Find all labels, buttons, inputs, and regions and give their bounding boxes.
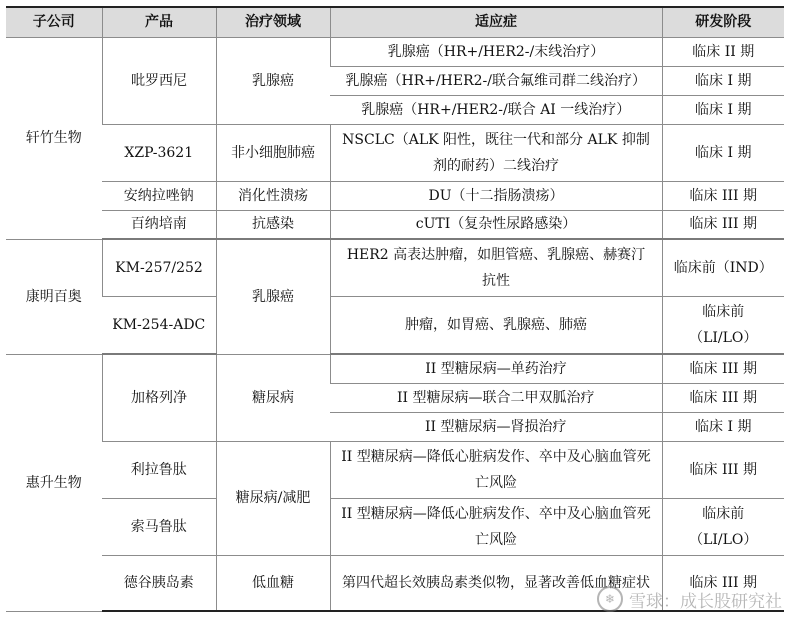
product-cell: 百纳培南 bbox=[102, 210, 216, 239]
stage-cell: 临床 III 期 bbox=[662, 210, 784, 239]
therapy-area-cell: 非小细胞肺癌 bbox=[216, 124, 330, 181]
product-cell: XZP-3621 bbox=[102, 124, 216, 181]
indication-cell: 肿瘤，如胃癌、乳腺癌、肺癌 bbox=[330, 297, 662, 355]
table-row bbox=[6, 354, 784, 383]
col-header-product: 产品 bbox=[102, 7, 216, 37]
subsidiary-cell: 惠升生物 bbox=[6, 354, 102, 611]
pipeline-table bbox=[6, 6, 784, 612]
table-row bbox=[6, 441, 784, 498]
subsidiary-cell: 轩竹生物 bbox=[6, 37, 102, 239]
indication-cell: 第四代超长效胰岛素类似物，显著改善低血糖症状 bbox=[330, 555, 662, 611]
indication-cell: II 型糖尿病—肾损治疗 bbox=[330, 412, 662, 441]
table-row bbox=[6, 498, 784, 555]
col-header-indication: 适应症 bbox=[330, 7, 662, 37]
table-row bbox=[6, 239, 784, 297]
indication-cell: HER2 高表达肿瘤，如胆管癌、乳腺癌、赫赛汀抗性 bbox=[330, 239, 662, 297]
product-cell: KM-257/252 bbox=[102, 239, 216, 297]
indication-cell: II 型糖尿病—降低心脏病发作、卒中及心脑血管死亡风险 bbox=[330, 498, 662, 555]
subsidiary-cell: 康明百奥 bbox=[6, 239, 102, 354]
stage-cell: 临床 II 期 bbox=[662, 37, 784, 66]
col-header-subsidiary: 子公司 bbox=[6, 7, 102, 37]
therapy-area-cell: 乳腺癌 bbox=[216, 239, 330, 354]
product-cell: KM-254-ADC bbox=[102, 297, 216, 355]
product-cell: 安纳拉唑钠 bbox=[102, 181, 216, 210]
stage-cell: 临床 I 期 bbox=[662, 124, 784, 181]
indication-cell: 乳腺癌（HR+/HER2-/末线治疗） bbox=[330, 37, 662, 66]
therapy-area-cell: 消化性溃疡 bbox=[216, 181, 330, 210]
product-cell: 索马鲁肽 bbox=[102, 498, 216, 555]
table-row bbox=[6, 297, 784, 355]
indication-cell: 乳腺癌（HR+/HER2-/联合 AI 一线治疗） bbox=[330, 95, 662, 124]
therapy-area-cell: 乳腺癌 bbox=[216, 37, 330, 124]
table-row bbox=[6, 37, 784, 66]
stage-cell: 临床 III 期 bbox=[662, 555, 784, 611]
col-header-therapy-area: 治疗领域 bbox=[216, 7, 330, 37]
watermark bbox=[597, 586, 782, 612]
stage-cell: 临床 I 期 bbox=[662, 95, 784, 124]
stage-cell: 临床 III 期 bbox=[662, 383, 784, 412]
product-cell: 德谷胰岛素 bbox=[102, 555, 216, 611]
product-cell: 加格列净 bbox=[102, 354, 216, 441]
col-header-stage: 研发阶段 bbox=[662, 7, 784, 37]
table-row bbox=[6, 124, 784, 181]
indication-cell: 乳腺癌（HR+/HER2-/联合氟维司群二线治疗） bbox=[330, 66, 662, 95]
therapy-area-cell: 低血糖 bbox=[216, 555, 330, 611]
stage-cell: 临床 I 期 bbox=[662, 66, 784, 95]
snowball-logo-icon: ❄ bbox=[597, 586, 623, 612]
table-row bbox=[6, 181, 784, 210]
stage-cell: 临床 III 期 bbox=[662, 441, 784, 498]
indication-cell: cUTI（复杂性尿路感染） bbox=[330, 210, 662, 239]
table-row bbox=[6, 210, 784, 239]
watermark-text: 雪球：成长股研究社 bbox=[629, 591, 782, 612]
stage-cell: 临床前（IND） bbox=[662, 239, 784, 297]
product-cell: 利拉鲁肽 bbox=[102, 441, 216, 498]
indication-cell: II 型糖尿病—联合二甲双胍治疗 bbox=[330, 383, 662, 412]
header-row bbox=[6, 7, 784, 37]
therapy-area-cell: 糖尿病/减肥 bbox=[216, 441, 330, 555]
indication-cell: NSCLC（ALK 阳性，既往一代和部分 ALK 抑制剂的耐药）二线治疗 bbox=[330, 124, 662, 181]
indication-cell: II 型糖尿病—降低心脏病发作、卒中及心脑血管死亡风险 bbox=[330, 441, 662, 498]
stage-cell: 临床前（LI/LO） bbox=[662, 498, 784, 555]
stage-cell: 临床前（LI/LO） bbox=[662, 297, 784, 355]
stage-cell: 临床 III 期 bbox=[662, 181, 784, 210]
therapy-area-cell: 抗感染 bbox=[216, 210, 330, 239]
therapy-area-cell: 糖尿病 bbox=[216, 354, 330, 441]
stage-cell: 临床 I 期 bbox=[662, 412, 784, 441]
stage-cell: 临床 III 期 bbox=[662, 354, 784, 383]
product-cell: 吡罗西尼 bbox=[102, 37, 216, 124]
indication-cell: II 型糖尿病—单药治疗 bbox=[330, 354, 662, 383]
indication-cell: DU（十二指肠溃疡） bbox=[330, 181, 662, 210]
